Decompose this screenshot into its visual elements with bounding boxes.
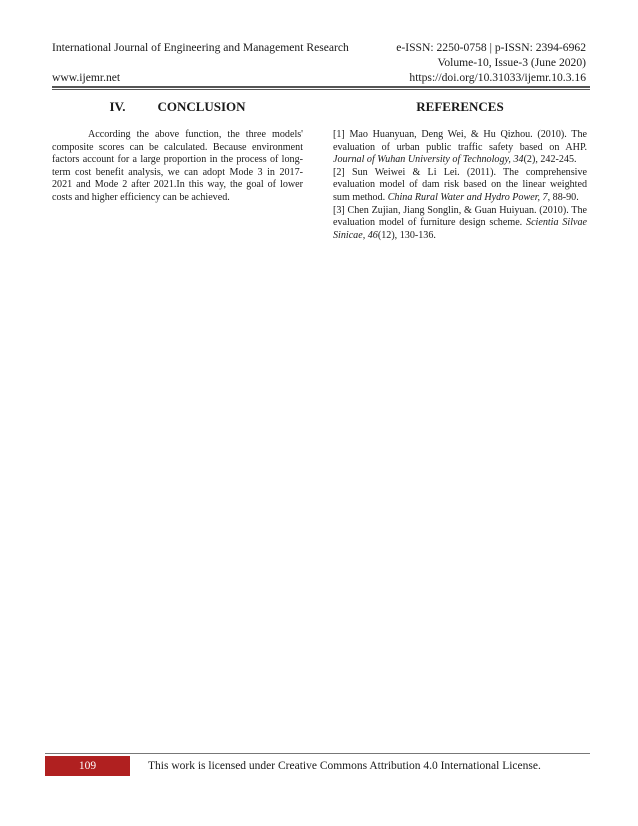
page-number: 109 (45, 756, 130, 776)
reference-text: [2] Sun Weiwei & Li Lei. (2011). The comprehensive evaluation model of dam risk based on the linear weighted sum method. (333, 166, 587, 203)
issn: e-ISSN: 2250-0758 | p-ISSN: 2394-6962 (396, 41, 586, 54)
page-header (52, 40, 586, 85)
reference-journal: Journal of Wuhan University of Technology, 34 (333, 154, 524, 166)
website-link[interactable]: www.ijemr.net (52, 71, 121, 84)
conclusion-section (52, 99, 303, 205)
footer-divider (45, 753, 590, 754)
journal-name: International Journal of Engineering and Management Research (52, 41, 349, 54)
volume-issue: Volume-10, Issue-3 (June 2020) (437, 56, 586, 69)
reference-text: [3] Chen Zujian, Jiang Songlin, & Guan Huiyuan. (2010). The evaluation model of furniture design scheme. (333, 204, 587, 229)
doi-link[interactable]: https://doi.org/10.31033/ijemr.10.3.16 (409, 71, 586, 84)
reference-item (333, 129, 587, 167)
section-title: CONCLUSION (157, 99, 246, 114)
section-number: IV. (109, 99, 126, 114)
references-heading: REFERENCES (416, 99, 504, 114)
reference-pages: (2), 242-245. (523, 154, 577, 166)
reference-pages: , 88-90. (547, 191, 579, 203)
references-section (333, 99, 587, 242)
reference-text: [1] Mao Huanyuan, Deng Wei, & Hu Qizhou. (2010). The evaluation of urban public traffic safety based on AHP. (333, 129, 587, 153)
conclusion-heading (52, 99, 303, 115)
reference-item (333, 167, 587, 205)
header-divider (52, 86, 590, 90)
reference-journal: Scientia Silvae Sinicae, 46 (333, 217, 588, 241)
license-text[interactable]: This work is licensed under Creative Commons Attribution 4.0 International License. (148, 760, 541, 772)
header-row-1 (52, 40, 586, 55)
reference-pages: (12), 130-136. (377, 229, 436, 241)
reference-journal: China Rural Water and Hydro Power, 7 (387, 191, 548, 203)
conclusion-paragraph: According the above function, the three models' composite scores can be calculated. Because environment factors account for a large proportion in the process of long-term cost benefit analysis, we can adopt Mode 3 in 2017-2021 and Mode 2 after 2021.In this way, the goal of lower costs and higher efficiency can be achieved. (52, 129, 303, 203)
reference-item (333, 205, 587, 243)
header-row-3 (52, 70, 586, 85)
